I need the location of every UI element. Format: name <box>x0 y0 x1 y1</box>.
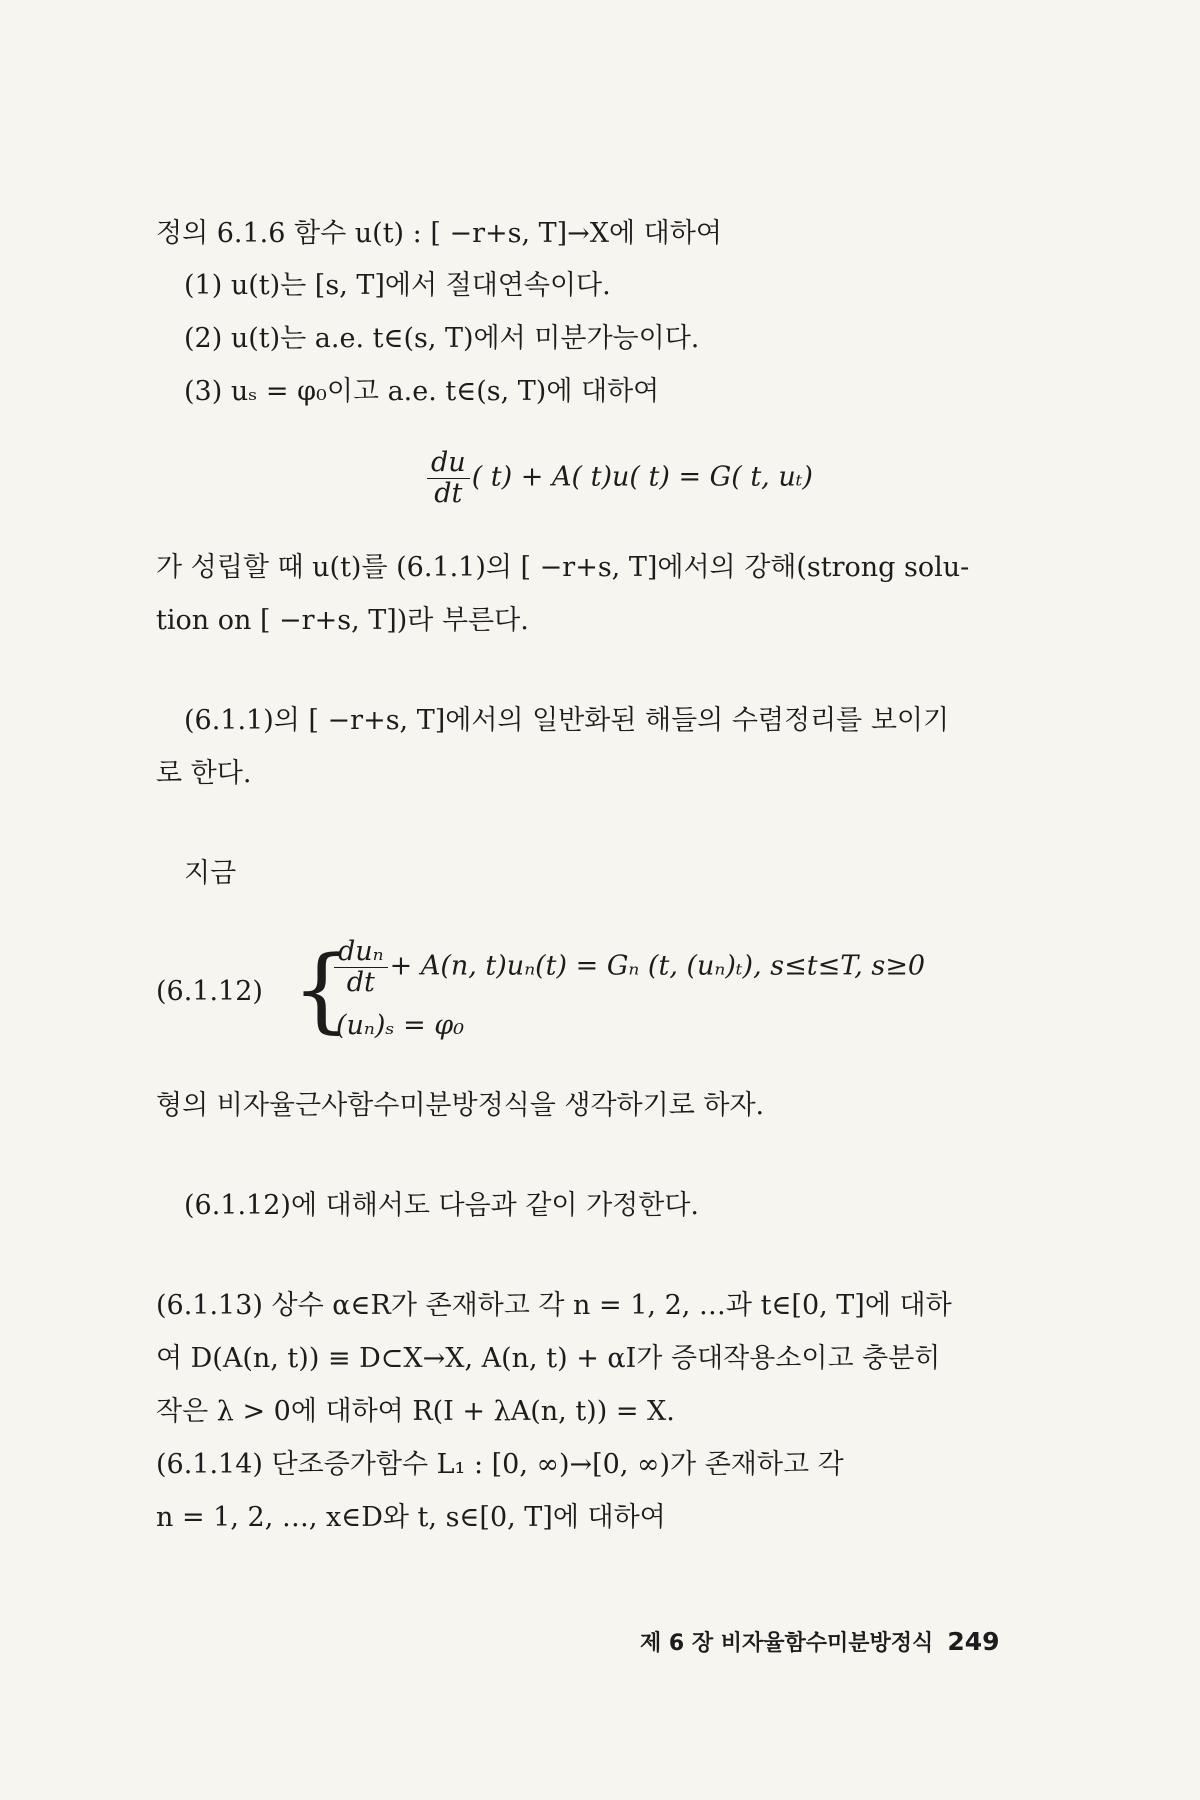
system-brace: { <box>292 936 351 1043</box>
paragraph-2: 형의 비자율근사함수미분방정식을 생각하기로 하자. <box>156 1090 765 1121</box>
page-footer <box>640 1626 1000 1657</box>
fraction-numerator: du <box>427 448 470 479</box>
equation-rhs: ( t) + A( t)u( t) = G( t, uₜ) <box>471 461 813 493</box>
system-equation-rhs: + A(n, t)uₙ(t) = Gₙ (t, (uₙ)ₜ), s≤t≤T, s≥0 <box>389 950 926 982</box>
system-fraction-numerator: duₙ <box>334 937 388 968</box>
derivative-fraction <box>427 448 470 508</box>
paragraph-1-line-1: (6.1.1)의 [ −r+s, T]에서의 일반화된 해들의 수렴정리를 보이기 <box>184 705 950 736</box>
system-derivative-fraction <box>334 937 388 997</box>
definition-item-2: (2) u(t)는 a.e. t∈(s, T)에서 미분가능이다. <box>184 323 700 354</box>
system-label: (6.1.12) <box>156 976 263 1007</box>
system-fraction-denominator: dt <box>346 966 375 998</box>
definition-after-line-1: 가 성립할 때 u(t)를 (6.1.1)의 [ −r+s, T]에서의 강해(strong solu- <box>156 552 970 583</box>
definition-item-1: (1) u(t)는 [s, T]에서 절대연속이다. <box>184 270 611 301</box>
definition-item-3: (3) uₛ = φ₀이고 a.e. t∈(s, T)에 대하여 <box>184 376 660 407</box>
assumption-13-line-2: 여 D(A(n, t)) ≡ D⊂X→X, A(n, t) + αI가 증대작용소이고 충분히 <box>156 1343 941 1374</box>
strong-solution-equation <box>425 448 813 508</box>
now-word: 지금 <box>184 858 237 889</box>
definition-heading: 정의 6.1.6 함수 u(t) : [ −r+s, T]→X에 대하여 <box>156 218 722 249</box>
assumption-14-line-1: (6.1.14) 단조증가함수 L₁ : [0, ∞)→[0, ∞)가 존재하고 각 <box>156 1449 844 1480</box>
system-equation-2: (uₙ)ₛ = φ₀ <box>336 1010 465 1041</box>
paragraph-1-line-2: 로 한다. <box>156 758 252 789</box>
fraction-denominator: dt <box>434 477 463 509</box>
system-equation-1 <box>332 937 925 997</box>
definition-after-line-2: tion on [ −r+s, T])라 부른다. <box>156 605 529 636</box>
paragraph-3: (6.1.12)에 대해서도 다음과 같이 가정한다. <box>184 1190 700 1221</box>
chapter-title: 제 6 장 비자율함수미분방정식 <box>640 1631 934 1656</box>
assumption-13-line-1: (6.1.13) 상수 α∈R가 존재하고 각 n = 1, 2, …과 t∈[0, T]에 대하 <box>156 1290 952 1321</box>
assumption-13-line-3: 작은 λ > 0에 대하여 R(I + λA(n, t)) = X. <box>156 1396 675 1427</box>
page-number: 249 <box>947 1627 1000 1656</box>
assumption-14-line-2: n = 1, 2, …, x∈D와 t, s∈[0, T]에 대하여 <box>156 1502 666 1533</box>
